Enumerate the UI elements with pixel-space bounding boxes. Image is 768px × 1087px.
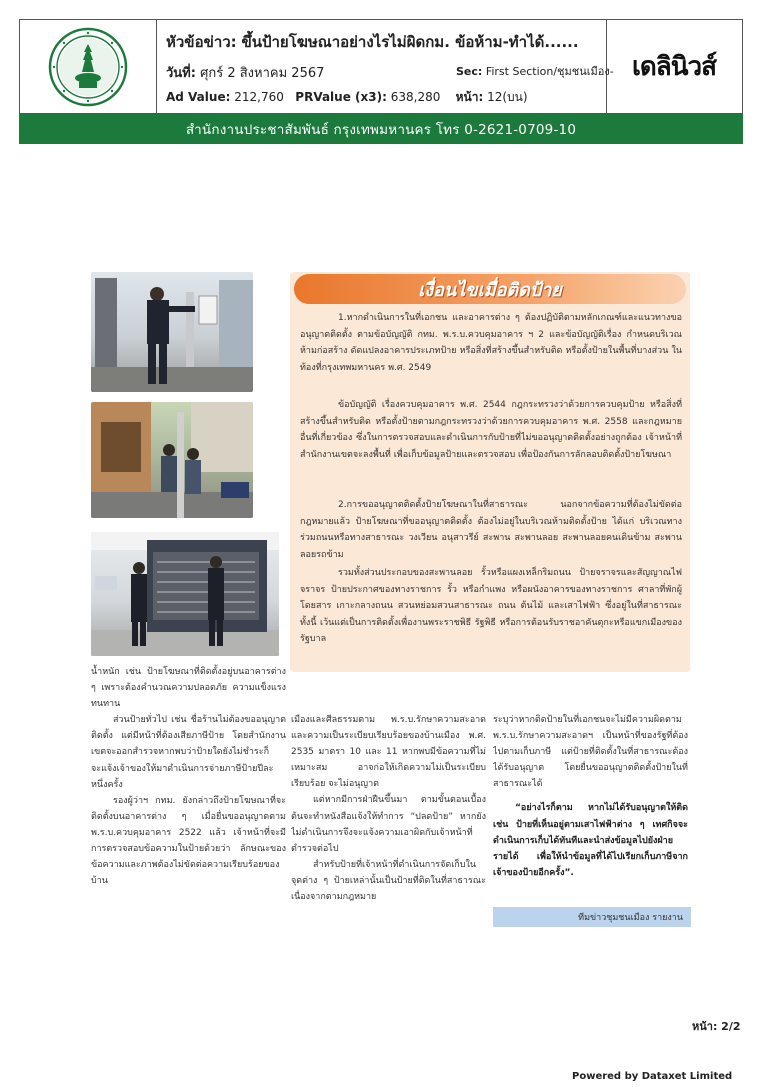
value-row [166,88,528,107]
column1-paragraph: น้ำหนัก เช่น ป้ายโฆษณาที่ติดตั้งอยู่บนอาคารต่าง ๆ เพราะต้องคำนวณความปลอดภัย ความแข็งแรงทนทาน [91,667,286,710]
date-label: วันที่: [166,66,196,81]
condition-paragraph-4: รวมทั้งส่วนประกอบของสะพานลอย รั้วหรือแผงเหล็กริมถนน ป้ายจราจรและสัญญาณไฟจราจร ป้ายประกาศของทางราชการ รั้ว หรือกำแพง หรือผนังอาคารของทางราชการ ศาลาที่พักผู้โดยสาร เกาะกลางถนน สวนหย่อมสวนสาธารณะ ถนน ต้นไม้ และเสาไฟฟ้า ซึ่งอยู่ในที่สาธารณะ ทั้งนี้ เว้นแต่เป็นการติดตั้งเพื่องานพระราชพิธี รัฐพิธี หรือการต้อนรับราชอาคันตุกะหรือแขกเมืองของรัฐบาล [300,568,682,645]
section-row [456,62,614,80]
clipping-header [19,19,743,114]
pr-value: 638,280 [390,90,441,104]
condition-paragraph-3: 2.การขออนุญาตติดตั้งป้ายโฆษณาในที่สาธารณะ นอกจากข้อความที่ต้องไม่ขัดต่อกฎหมายแล้ว ป้ายโฆษณาที่ขออนุญาตติดตั้ง ต้องไม่อยู่ในบริเวณห้ามติดตั้งป้าย ได้แก่ บริเวณทางร่วมถนนหรือทางสาธารณะ วงเวียน อนุสาวรีย์ สะพาน สะพานลอย สะพานลอยคนเดินข้าม สะพานลอยรถข้าม [300,500,682,560]
article-column-3 [493,712,688,904]
article-column-2 [291,712,486,967]
conditions-box-title [294,274,686,304]
column2-paragraph: เมืองและศีลธรรมตาม พ.ร.บ.รักษาความสะอาดและความเป็นระเบียบเรียบร้อยของบ้านเมือง พ.ศ. 2535 มาตรา 10 และ 11 หากพบมีข้อความที่ไม่เหมาะสม อาจก่อให้เกิดความไม่เป็นระเบียบเรียบร้อย จะไม่อนุญาต [291,715,486,790]
column1-paragraph: รองผู้ว่าฯ กทม. ยังกล่าวถึงป้ายโฆษณาที่จะติดตั้งบนอาคารต่าง ๆ เมื่อยื่นขออนุญาตตาม พ.ร.บ.ควบคุมอาคาร 2522 แล้ว เจ้าหน้าที่จะมีการตรวจสอบข้อความในป้ายด้วยว่า ลักษณะของข้อความและภาพต้องไม่ขัดต่อความเรียบร้อยของบ้าน [91,795,286,887]
closing-quote: “อย่างไรก็ตาม หากไม่ได้รับอนุญาตให้ติด เช่น ป้ายที่เห็นอยู่ตามเสาไฟฟ้าต่าง ๆ เทศกิจจะดำเนินการเก็บได้ทันทีและนำส่งข้อมูลไปยังฝ่ายรายได้ เพื่อให้นำข้อมูลที่ได้ไปเรียกเก็บภาษีจากเจ้าของป้ายอีกครั้ง”. [493,803,688,878]
column2-paragraph: แต่หากมีการฝ่าฝืนขึ้นมา ตามขั้นตอนเบื้องต้นจะทำหนังสือแจ้งให้ทำการ “ปลดป้าย” หากยังไม่ดำเนินการจึงจะแจ้งความเอาผิดกับเจ้าหน้าที่ตำรวจต่อไป [291,795,486,854]
condition-paragraph-1: 1.หากดำเนินการในที่เอกชน และอาคารต่าง ๆ ต้องปฏิบัติตามหลักเกณฑ์และแนวทางขออนุญาตติดตั้ง ตามข้อบัญญัติ กทม. พ.ร.บ.ควบคุมอาคาร ฯ 2 และข้อบัญญัติเรื่อง กำหนดบริเวณห้ามก่อสร้าง ดัดแปลงอาคารประเภทป้าย หรือสิ่งที่สร้างขึ้นสำหรับติด หรือตั้งป้ายในพื้นที่บางส่วน ในท้องที่กรุงเทพมหานคร พ.ศ. 2549 [300,313,682,373]
info-cell [156,20,614,113]
page-indicator: หน้า: 2/2 [692,1020,741,1033]
article-column-1 [91,664,286,964]
photo-officer-removing-sign [91,272,253,392]
column3-paragraph: ระบุว่าหากติดป้ายในที่เอกชนจะไม่มีความผิดตาม พ.ร.บ.รักษาความสะอาดฯ เป็นหน้าที่ของรัฐที่ต้องไปตามเก็บภาษี แต่ป้ายที่ติดตั้งในที่สาธารณะต้องได้รับอนุญาต โดยยื่นขออนุญาตติดตั้งป้ายในที่สาธารณะได้ [493,715,688,790]
ad-value-label: Ad Value: [166,90,231,104]
reporter-credit: ทีมข่าวชุมชนเมือง รายงาน [493,907,691,927]
powered-by: Powered by Dataxet Limited [572,1071,733,1082]
pr-office-banner: สำนักงานประชาสัมพันธ์ กรุงเทพมหานคร โทร 0-2621-0709-10 [19,114,743,144]
headline-text: ขึ้นป้ายโฆษณาอย่างไรไม่ผิดกม. ข้อห้าม-ทำได้...... [241,33,579,51]
column1-paragraph: ส่วนป้ายทั่วไป เช่น ชื่อร้านไม่ต้องขออนุญาตติดตั้ง แต่มีหน้าที่ต้องเสียภาษีป้าย โดยสำนักงานเขตจะออกสำรวจหากพบว่าป้ายใดยังไม่ชำระก็จะแจ้งเจ้าของให้มาดำเนินการจ่ายภาษีป้ายปีละหนึ่งครั้ง [91,715,286,790]
conditions-title-text: เงื่อนไขเมื่อติดป้าย [418,279,562,301]
logo-cell [20,20,157,113]
ad-value: 212,760 [234,90,284,104]
page-value: 12(บน) [487,90,528,104]
publication-name: เดลินิวส์ [632,52,716,82]
page-label: หน้า: [455,90,484,104]
column2-paragraph: สำหรับป้ายที่เจ้าหน้าที่ดำเนินการจัดเก็บในจุดต่าง ๆ ป้ายเหล่านั้นเป็นป้ายที่ติดในที่สาธารณะ เนื่องจากตามกฎหมาย [291,859,486,903]
photo-truck-with-confiscated-signs [91,532,279,656]
condition-paragraph-2: ข้อบัญญัติ เรื่องควบคุมอาคาร พ.ศ. 2544 กฎกระทรวงว่าด้วยการควบคุมป้าย หรือสิ่งที่สร้างขึ้นสำหรับติด หรือตั้งป้ายตามกฎกระทรวงว่าด้วยการควบคุมอาคาร พ.ศ. 2558 และกฎหมายอื่นที่เกี่ยวข้อง ซึ่งในการตรวจสอบและดำเนินการกับป้ายที่ไม่ขออนุญาตติดตั้งอย่างถูกต้อง เจ้าหน้าที่สำนักงานเขตจะลงพื้นที่ เพื่อเก็บข้อมูลป้ายและตรวจสอบ เพื่อป้องกันการลักลอบติดตั้งป้ายโฆษณา [300,400,682,460]
bangkok-seal-logo [47,26,129,108]
pr-value-label: PRValue (x3): [295,90,387,104]
section-label: Sec: [456,65,483,78]
photo-officers-at-pole [91,402,253,518]
date-value: ศุกร์ 2 สิงหาคม 2567 [200,66,325,81]
headline-row [166,30,579,54]
section-value: First Section/ชุมชนเมือง- [485,65,614,78]
publication-cell [606,20,742,113]
date-row [166,62,324,83]
headline-label: หัวข้อข่าว: [166,33,237,51]
